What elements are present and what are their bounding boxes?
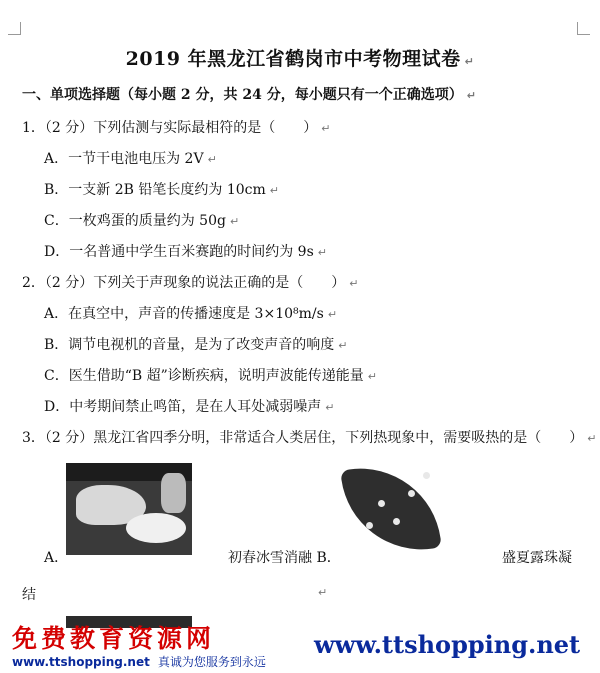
footer-slogan: 真诚为您服务到永远 [157,655,266,669]
question-3-option-b-caption-cont: 结 [22,587,36,603]
question-1-stem: 1．（2 分）下列估测与实际最相符的是（ ） ↵ [22,120,331,136]
question-2-option-a: A．在真空中，声音的传播速度是 3×10⁸m/s ↵ [44,306,338,322]
question-1-option-c: C．一枚鸡蛋的质量约为 50g ↵ [44,213,240,229]
question-2-option-c: C．医生借助“B 超”诊断疾病，说明声波能传递能量 ↵ [44,368,377,384]
question-3-option-a-label: A． [44,550,69,566]
question-2-stem: 2．（2 分）下列关于声现象的说法正确的是（ ） ↵ [22,275,359,291]
question-1-option-d: D．一名普通中学生百米赛跑的时间约为 9s ↵ [44,244,327,260]
footer-brand: 免费教育资源网 [12,624,216,653]
question-1-option-a: A．一节干电池电压为 2V ↵ [44,151,217,167]
page-corner-mark-right [577,22,590,35]
footer-url-small[interactable]: www.ttshopping.net [12,655,150,669]
footer-url-large[interactable]: www.ttshopping.net [314,630,581,659]
dew-on-leaf-photo [338,460,450,560]
question-2-option-d: D．中考期间禁止鸣笛，是在人耳处减弱噪声 ↵ [44,399,335,415]
page-corner-mark-left [8,22,21,35]
question-3-option-b-caption: 盛夏露珠凝 [502,550,572,566]
question-1-option-b: B．一支新 2B 铅笔长度约为 10cm ↵ [44,182,279,198]
question-2-option-b: B．调节电视机的音量，是为了改变声音的响度 ↵ [44,337,348,353]
ice-snow-melting-photo [66,463,192,555]
document-title: 2019 年黑龙江省鹤岗市中考物理试卷 ↵ [125,48,475,70]
question-3-option-a-caption: 初春冰雪消融 B． [228,550,341,566]
footer-branding [12,624,302,670]
section-heading: 一、单项选择题（每小题 2 分，共 24 分，每小题只有一个正确选项） ↵ [22,87,476,103]
paragraph-mark: ↵ [318,586,328,599]
question-3-stem: 3．（2 分）黑龙江省四季分明，非常适合人类居住，下列热现象中，需要吸热的是（ ） ↵ [22,430,597,446]
